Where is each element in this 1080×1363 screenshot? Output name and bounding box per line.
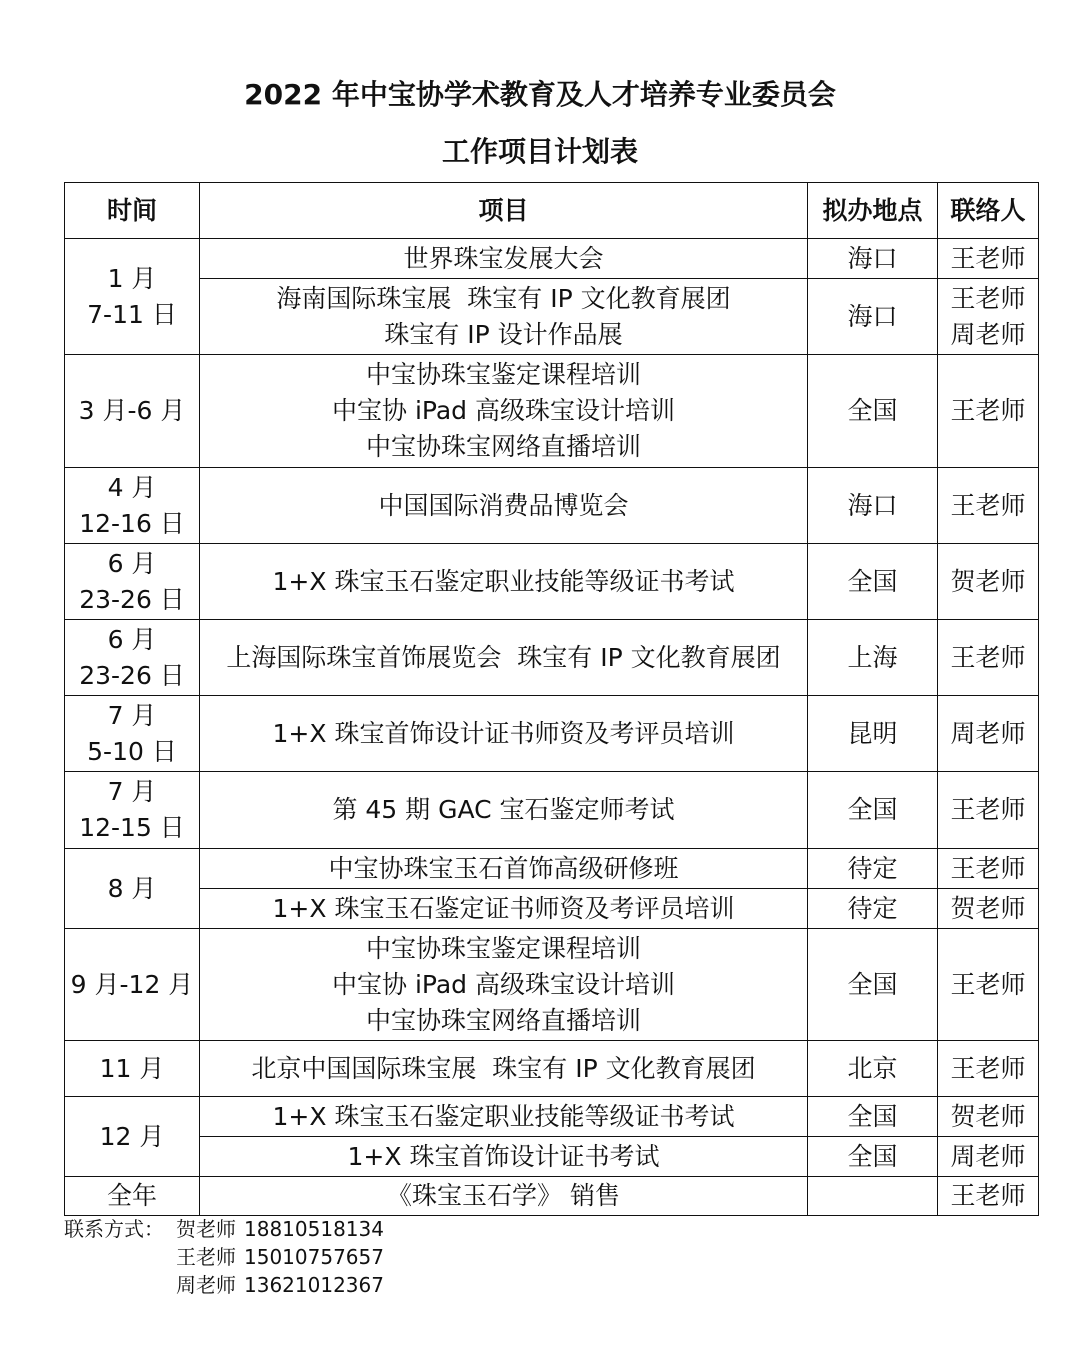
project-line: 中宝协珠宝鉴定课程培训 [365,360,641,389]
place-text: 海口 [847,301,898,331]
time-line: 6 月 [107,548,157,578]
contact-line: 贺老师 [950,1101,1026,1131]
project-line: 《珠宝玉石学》 销售 [387,1181,620,1210]
place-cell [808,849,938,889]
place-text: 北京 [847,1053,898,1083]
header-contact: 联络人 [938,183,1039,239]
contact-line: 王老师 [950,490,1026,520]
time-cell [65,849,200,929]
project-cell [200,239,808,279]
schedule-row [65,544,1039,620]
header-project: 项目 [200,183,808,239]
time-cell [65,1177,200,1216]
project-line: 上海国际珠宝首饰展览会 珠宝有 IP 文化教育展团 [226,642,781,672]
place-text: 海口 [847,243,898,273]
contact-line: 王老师 [950,396,1026,425]
project-cell [200,929,808,1041]
contact-line: 王老师 [950,969,1026,999]
time-line: 1 月 [107,263,157,293]
contact-line: 王老师 [950,1053,1026,1083]
time-line: 23-26 日 [79,584,185,614]
place-text: 上海 [847,642,898,672]
project-line: 1+X 珠宝玉石鉴定证书师资及考评员培训 [272,893,735,923]
project-line: 第 45 期 GAC 宝石鉴定师考试 [332,795,675,824]
project-line: 珠宝有 IP 设计作品展 [384,319,623,349]
time-line: 7 月 [107,777,157,806]
place-text: 全国 [847,1101,898,1131]
place-text: 待定 [847,893,898,923]
contact-line: 王老师 [950,1181,1026,1210]
contact-cell [938,468,1039,544]
project-cell [200,1177,808,1216]
project-cell [200,772,808,849]
place-cell [808,772,938,849]
contact-phone: 13621012367 [244,1273,384,1297]
contact-cell [938,355,1039,468]
time-line: 12 月 [99,1121,165,1151]
contact-line: 贺老师 [950,893,1026,923]
place-cell [808,929,938,1041]
project-cell [200,1137,808,1177]
project-line: 北京中国国际珠宝展 珠宝有 IP 文化教育展团 [251,1053,756,1083]
project-cell [200,279,808,355]
time-line: 3 月-6 月 [78,396,186,425]
document-title: 2022 年中宝协学术教育及人才培养专业委员会 [244,78,836,111]
place-text: 待定 [847,853,898,883]
project-line: 海南国际珠宝展 珠宝有 IP 文化教育展团 [276,283,731,313]
project-line: 中宝协珠宝玉石首饰高级研修班 [328,853,679,883]
contact-name: 王老师 [176,1245,236,1269]
time-cell [65,620,200,696]
time-line: 8 月 [107,873,157,903]
place-text: 全国 [847,969,898,999]
schedule-row [65,696,1039,772]
place-text: 全国 [847,1141,898,1171]
place-cell [808,544,938,620]
time-line: 6 月 [107,624,157,654]
contact-cell [938,929,1039,1041]
time-cell [65,355,200,468]
project-cell [200,1041,808,1097]
schedule-row [65,620,1039,696]
time-cell [65,772,200,849]
place-cell [808,1097,938,1137]
time-cell [65,1097,200,1177]
schedule-row [65,355,1039,468]
time-line: 11 月 [99,1053,165,1083]
contact-name: 贺老师 [176,1217,236,1241]
project-cell [200,468,808,544]
contact-cell [938,279,1039,355]
time-line: 7-11 日 [87,299,177,329]
place-text: 昆明 [847,718,898,748]
time-cell [65,468,200,544]
schedule-row [65,1097,1039,1137]
contact-cell [938,1097,1039,1137]
contact-line: 王老师 [950,642,1026,672]
contact-cell [938,849,1039,889]
project-cell [200,544,808,620]
time-line: 12-16 日 [79,508,185,538]
time-line: 4 月 [107,472,157,502]
place-cell [808,889,938,929]
contact-cell [938,1041,1039,1097]
project-line: 中宝协珠宝鉴定课程培训 [365,933,641,963]
place-cell [808,1137,938,1177]
contact-line: 王老师 [950,283,1026,313]
time-line: 7 月 [107,700,157,730]
schedule-row [65,279,1039,355]
place-cell [808,279,938,355]
time-line: 9 月-12 月 [70,969,194,999]
project-line: 中宝协珠宝网络直播培训 [365,432,641,461]
work-plan-table [64,182,1039,1216]
project-line: 中宝协 iPad 高级珠宝设计培训 [332,396,675,425]
contact-cell [938,620,1039,696]
project-cell [200,889,808,929]
project-line: 1+X 珠宝首饰设计证书师资及考评员培训 [272,718,735,748]
time-cell [65,1041,200,1097]
place-text: 全国 [847,795,898,824]
project-line: 1+X 珠宝首饰设计证书考试 [347,1141,660,1171]
time-line: 23-26 日 [79,660,185,690]
place-cell [808,620,938,696]
time-cell [65,239,200,355]
schedule-row [65,772,1039,849]
contact-line: 周老师 [950,1141,1026,1171]
contact-phone: 15010757657 [244,1245,384,1269]
time-line: 12-15 日 [79,813,185,842]
contact-entry [176,1243,384,1271]
project-line: 1+X 珠宝玉石鉴定职业技能等级证书考试 [272,566,735,596]
header-row [65,183,1039,239]
place-cell [808,1177,938,1216]
contact-cell [938,239,1039,279]
place-cell [808,468,938,544]
place-text: 全国 [847,566,898,596]
project-cell [200,1097,808,1137]
schedule-row [65,1041,1039,1097]
time-line: 全年 [106,1181,157,1210]
contact-cell [938,1177,1039,1216]
contact-cell [938,696,1039,772]
document-subtitle: 工作项目计划表 [441,135,638,168]
contact-line: 王老师 [950,243,1026,273]
contact-cell [938,889,1039,929]
project-line: 中宝协 iPad 高级珠宝设计培训 [332,969,675,999]
contact-cell [938,544,1039,620]
contact-info-label: 联系方式： [64,1217,164,1241]
contact-name: 周老师 [176,1273,236,1297]
schedule-row [65,929,1039,1041]
contact-phone: 18810518134 [244,1217,384,1241]
project-cell [200,620,808,696]
time-cell [65,929,200,1041]
place-cell [808,696,938,772]
schedule-row [65,889,1039,929]
header-time: 时间 [65,183,200,239]
project-cell [200,849,808,889]
project-line: 1+X 珠宝玉石鉴定职业技能等级证书考试 [272,1101,735,1131]
contact-line: 王老师 [950,853,1026,883]
place-text: 全国 [847,396,898,425]
contact-info [64,1215,384,1299]
contact-line: 周老师 [950,319,1026,349]
place-cell [808,355,938,468]
project-cell [200,696,808,772]
project-line: 世界珠宝发展大会 [403,243,604,273]
schedule-row [65,1177,1039,1216]
place-cell [808,1041,938,1097]
place-cell [808,239,938,279]
schedule-row [65,468,1039,544]
schedule-row [65,1137,1039,1177]
contact-line: 周老师 [950,718,1026,748]
project-line: 中宝协珠宝网络直播培训 [365,1005,641,1035]
schedule-row [65,239,1039,279]
project-cell [200,355,808,468]
place-text: 海口 [847,490,898,520]
contact-cell [938,1137,1039,1177]
contact-entry [176,1271,384,1299]
project-line: 中国国际消费品博览会 [378,490,629,520]
time-line: 5-10 日 [87,736,177,766]
time-cell [65,544,200,620]
contact-line: 贺老师 [950,566,1026,596]
schedule-row [65,849,1039,889]
contact-entries [176,1215,384,1299]
contact-line: 王老师 [950,795,1026,824]
contact-entry [176,1215,384,1243]
header-place: 拟办地点 [808,183,938,239]
time-cell [65,696,200,772]
contact-cell [938,772,1039,849]
